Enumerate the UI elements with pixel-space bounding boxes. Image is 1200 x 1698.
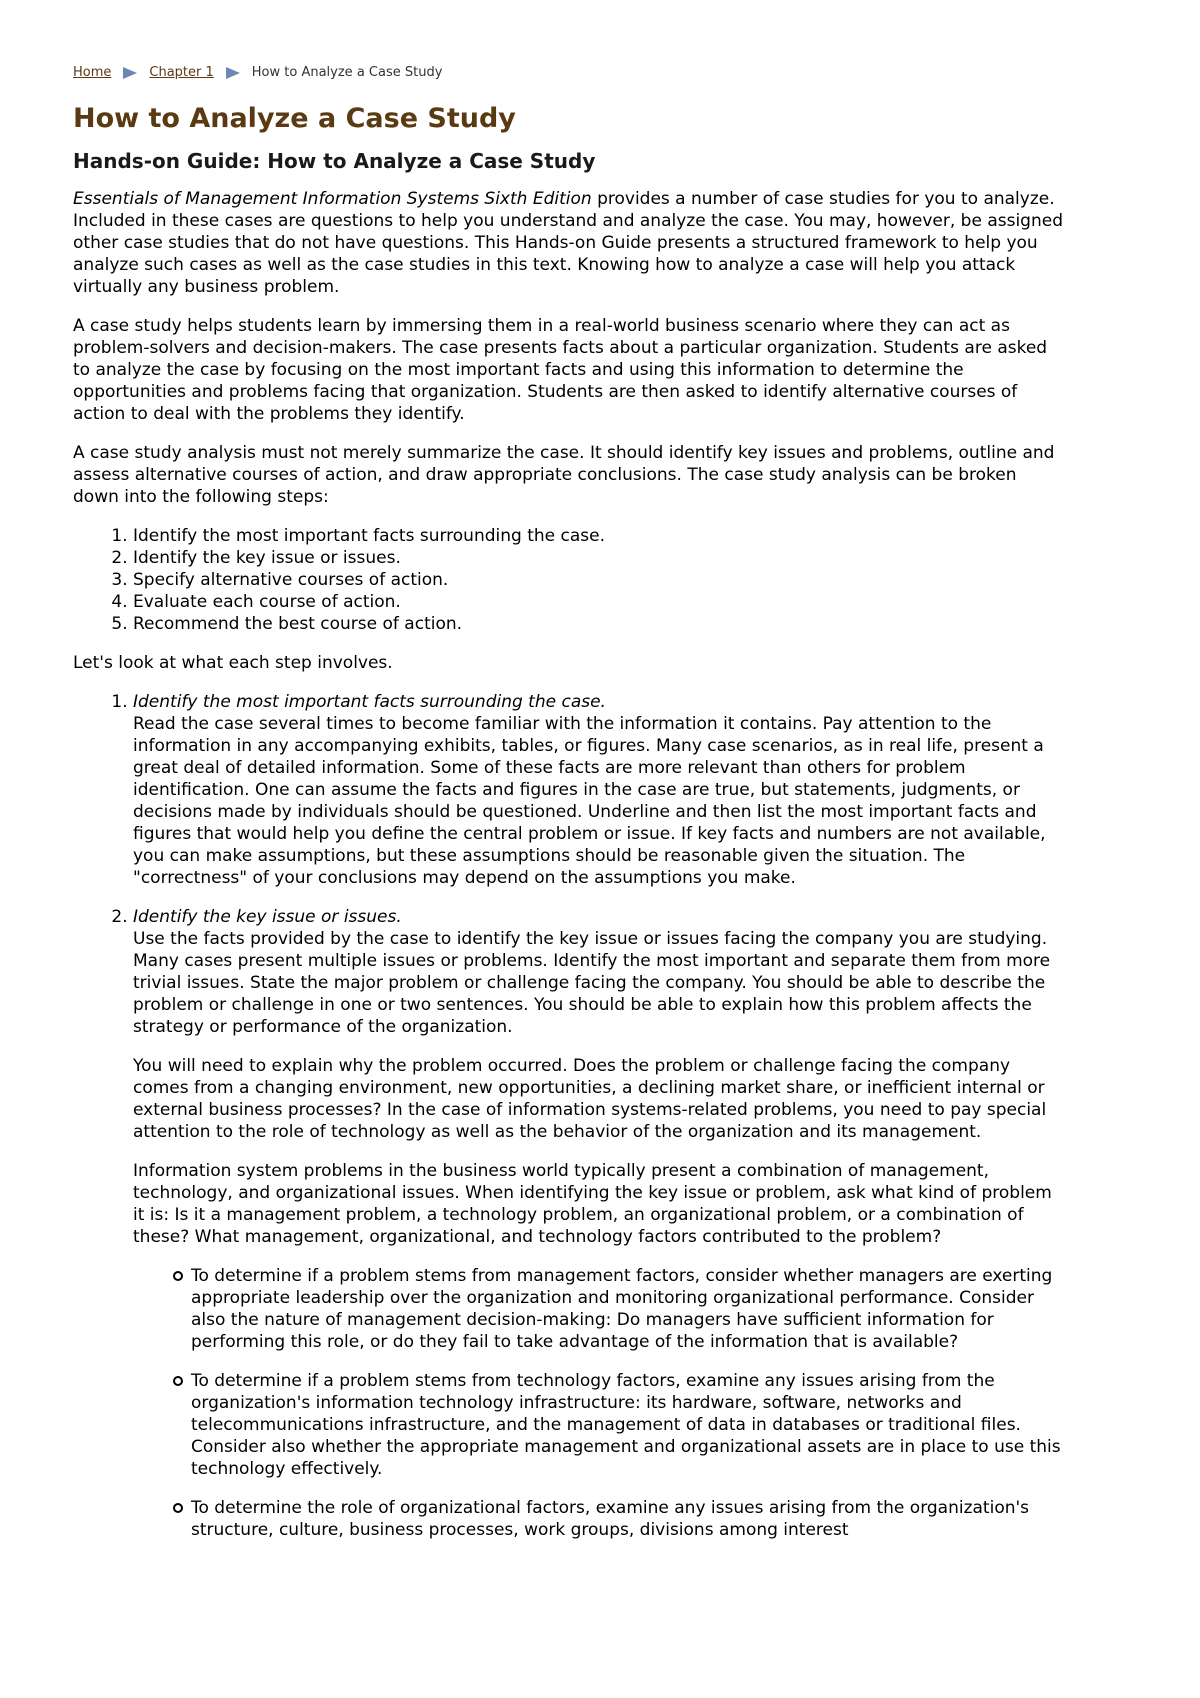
bullet-icon <box>173 1271 183 1281</box>
step-detail-title: 2. Identify the key issue or issues. <box>133 907 402 927</box>
breadcrumb <box>73 64 1063 82</box>
factor-text: To determine the role of organizational factors, examine any issues arising from the organization's structure, culture, business processes, work groups, divisions among interest <box>191 1498 1030 1540</box>
breadcrumb-arrow-icon <box>226 67 240 79</box>
step-details-list <box>73 691 1063 1541</box>
intro-paragraph <box>73 188 1063 298</box>
bullet-icon <box>173 1503 183 1513</box>
step-item: 2. Identify the key issue or issues. <box>133 547 1063 569</box>
breadcrumb-arrow-icon <box>123 67 137 79</box>
breadcrumb-current: How to Analyze a Case Study <box>251 65 443 80</box>
analysis-paragraph: A case study analysis must not merely summarize the case. It should identify key issues and problems, outline and assess alternative courses of action, and draw appropriate conclusions. The case study analysis can be broken down into the following steps: <box>73 443 1055 507</box>
step-item: 3. Specify alternative courses of action. <box>133 569 1063 591</box>
step-detail-1 <box>133 691 1063 889</box>
factors-list <box>133 1265 1063 1541</box>
step-detail-body: Read the case several times to become familiar with the information it contains. Pay attention to the information in any accompanying exhibits, tables, or figures. Many case scenarios, as in real life, present a great deal of detailed information. Some of these facts are more relevant than others for problem identification. One can assume the facts and figures in the case are true, but statements, judgments, or decisions made by individuals should be questioned. Underline and then list the most important facts and figures that would help you define the central problem or issue. If key facts and numbers are not available, you can make assumptions, but these assumptions should be reasonable given the situation. The "correctness" of your conclusions may depend on the assumptions you make. <box>133 714 1046 888</box>
step-detail-2 <box>133 906 1063 1541</box>
step-item: 4. Evaluate each course of action. <box>133 591 1063 613</box>
factor-text: To determine if a problem stems from technology factors, examine any issues arising from the organization's information technology infrastructure: its hardware, software, networks and telecommunications infrastructure, and the management of data in databases or traditional files. Consider also whether the appropriate management and organizational assets are in place to use this technology effectively. <box>191 1371 1061 1479</box>
step-item: 5. Recommend the best course of action. <box>133 613 1063 635</box>
intro-text: provides a number of case studies for you to analyze. Included in these cases are questions to help you understand and analyze the case. You may, however, be assigned other case studies that do not have questions. This Hands-on Guide presents a structured framework to help you analyze such cases as well as the case studies in this text. Knowing how to analyze a case will help you attack virtually any business problem. <box>73 189 1063 297</box>
step-detail-paragraph: You will need to explain why the problem occurred. Does the problem or challenge facing the company comes from a changing environment, new opportunities, a declining market share, or inefficient internal or external business processes? In the case of information systems-related problems, you need to pay special attention to the role of technology as well as the behavior of the organization and its management. <box>133 1056 1047 1142</box>
case-study-paragraph: A case study helps students learn by immersing them in a real-world business scenario where they can act as problem-solvers and decision-makers. The case presents facts about a particular organization. Students are asked to analyze the case by focusing on the most important facts and using this information to determine the opportunities and problems facing that organization. Students are then asked to identify alternative courses of action to deal with the problems they identify. <box>73 316 1048 424</box>
lets-look-paragraph: Let's look at what each step involves. <box>73 653 393 673</box>
factor-item <box>173 1370 1063 1480</box>
bullet-icon <box>173 1376 183 1386</box>
step-item: 1. Identify the most important facts surrounding the case. <box>133 525 1063 547</box>
guide-subtitle: Hands-on Guide: How to Analyze a Case Study <box>73 149 596 173</box>
factor-text: To determine if a problem stems from management factors, consider whether managers are exerting appropriate leadership over the organization and monitoring organizational performance. Consider also the nature of management decision-making: Do managers have sufficient information for performing this role, or do they fail to take advantage of the information that is available? <box>191 1266 1053 1352</box>
breadcrumb-chapter-link[interactable]: Chapter 1 <box>149 65 214 80</box>
steps-list <box>73 525 1063 635</box>
factor-item <box>173 1497 1063 1541</box>
breadcrumb-home-link[interactable]: Home <box>73 65 112 80</box>
step-detail-body: Use the facts provided by the case to identify the key issue or issues facing the company you are studying. Many cases present multiple issues or problems. Identify the most important and separate them from more trivial issues. State the major problem or challenge facing the company. You should be able to describe the problem or challenge in one or two sentences. You should be able to explain how this problem affects the strategy or performance of the organization. <box>133 929 1051 1037</box>
page-title: How to Analyze a Case Study <box>73 103 516 134</box>
factor-item <box>173 1265 1063 1353</box>
step-detail-paragraph: Information system problems in the business world typically present a combination of management, technology, and organizational issues. When identifying the key issue or problem, ask what kind of problem it is: Is it a management problem, a technology problem, an organizational problem, or a combination of these? What management, organizational, and technology factors contributed to the problem? <box>133 1161 1052 1247</box>
step-detail-title: 1. Identify the most important facts surrounding the case. <box>133 692 606 712</box>
book-title: Essentials of Management Information Systems Sixth Edition <box>73 189 592 209</box>
